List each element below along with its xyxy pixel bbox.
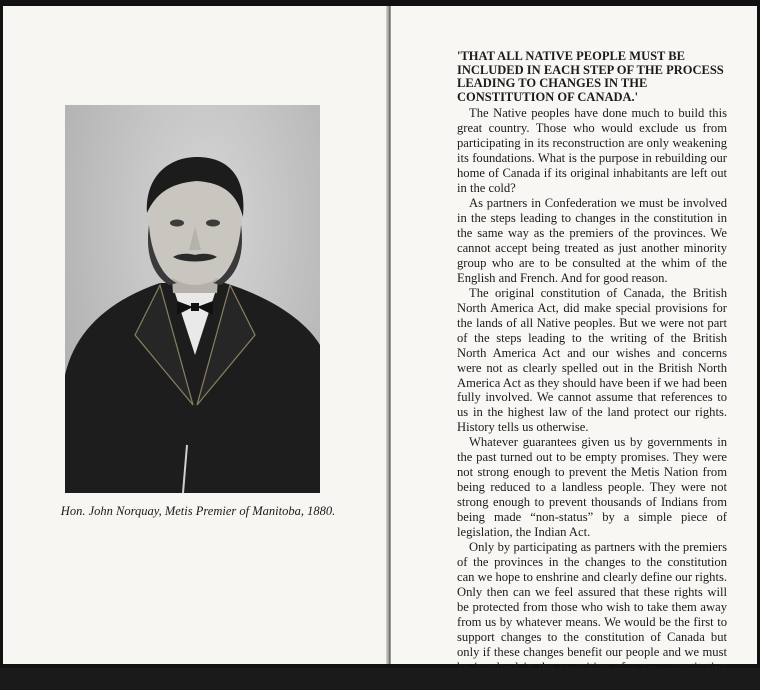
paragraph: Whatever guarantees given us by governments in the past turned out to be empty promises. They were not strong enough to prevent the Metis Nation from being reduced to a landless people. They were not strong enough to prevent thousands of Indians from being made “non-status” by a simple piece of legislation, the Indian Act. [457, 435, 727, 540]
article-text [457, 50, 727, 690]
paragraph: The Native peoples have done much to build this great country. Those who would exclude us from participating in its reconstruction are only weakening its foundations. What is the purpose in rebuilding our home of Canada if its original inhabitants are left out in the cold? [457, 106, 727, 196]
photo-caption: Hon. John Norquay, Metis Premier of Manitoba, 1880. [60, 504, 336, 518]
article-heading: 'THAT ALL NATIVE PEOPLE MUST BE INCLUDED IN EACH STEP OF THE PROCESS LEADING TO CHANGES IN THE CONSTITUTION OF CANADA.' [457, 49, 724, 104]
paragraph: Only by participating as partners with the premiers of the provinces in the changes to the constitution can we hope to enshrine and clearly define our rights. Only then can we feel assured that these rights will be protected from those who wish to take them away from us by whatever means. We would be the first to support changes to the constitution of Canada but only if these changes benefit our people and we must be involved in the re-writing of a new constitution itself. [457, 540, 727, 689]
left-page [3, 6, 389, 664]
portrait-photo [65, 105, 320, 493]
paragraph: The original constitution of Canada, the British North America Act, did make special provisions for the lands of all Native peoples. But we were not part of the steps leading to the writing of the British North America Act and our wishes and concerns were not as clearly spelled out in the British North America Act as they should have been if we had been fully involved. We cannot assume that references to us in the highest law of the land protect our rights. History tells us otherwise. [457, 285, 727, 435]
paragraph: As partners in Confederation we must be involved in the steps leading to changes in the constitution in the same way as the premiers of the provinces. We cannot accept being treated as just another minority group who are to be consulted at the whim of the English and French. And for good reason. [457, 196, 727, 285]
portrait-figure [65, 105, 320, 493]
